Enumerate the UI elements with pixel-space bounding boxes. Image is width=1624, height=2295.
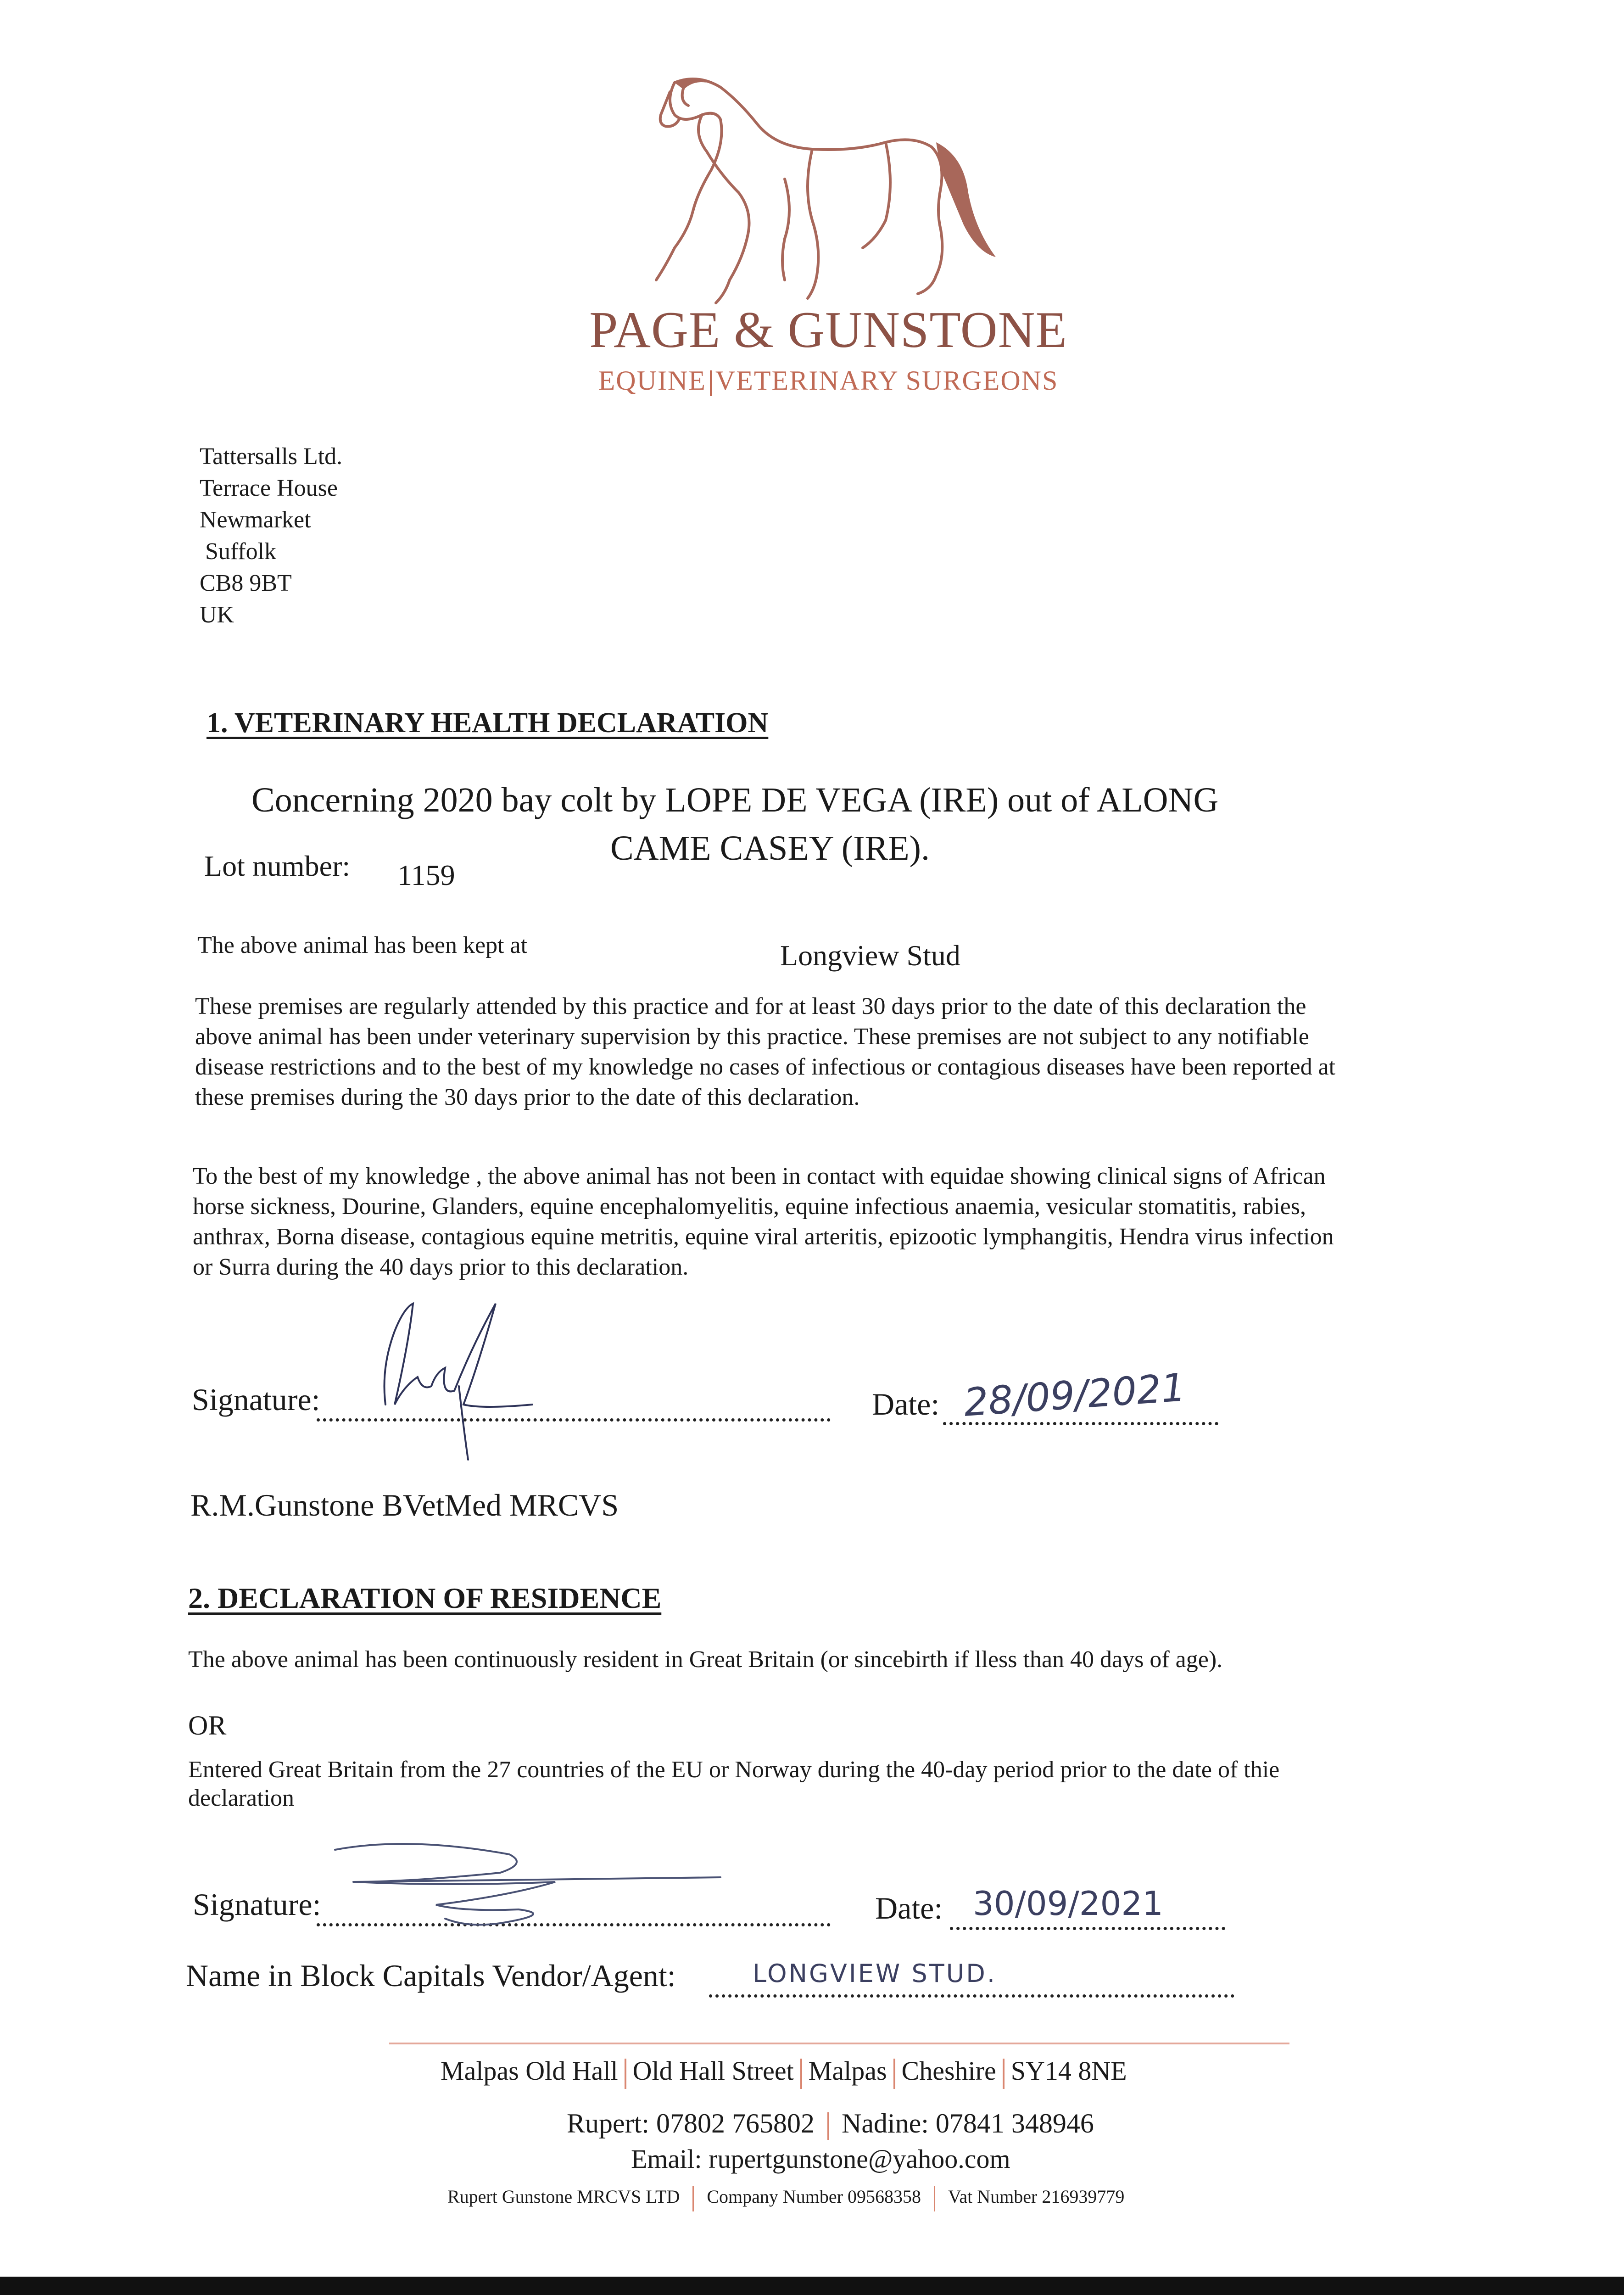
brand-subtitle-divider bbox=[710, 370, 712, 396]
date-label-2: Date: bbox=[875, 1891, 943, 1926]
name-value: LONGVIEW STUD. bbox=[753, 1959, 997, 1988]
signature-label-2: Signature: bbox=[193, 1887, 321, 1922]
handwritten-signature-1 bbox=[367, 1276, 569, 1469]
recipient-line: Tattersalls Ltd. bbox=[200, 443, 343, 470]
footer-phones bbox=[567, 2108, 1094, 2140]
contact-paragraph: To the best of my knowledge , the above animal has not been in contact with equidae showing clinical signs of African horse sickness, Dourine, Glanders, equine encephalomyelitis, equine infectious anaemia, vesicular stomatitis, rabies, anthrax, Borna disease, contagious equine metritis, equine viral arteritis, epizootic lymphangitis, Hendra virus infection or Surra during the 40 days prior to this declaration. bbox=[193, 1163, 1334, 1280]
premises-paragraph: These premises are regularly attended by this practice and for at least 30 days prior to the date of this declaration the above animal has been under veterinary supervision by this practice. These premises are not subject to any notifiable disease restrictions and to the best of my knowledge no cases of infectious or contagious diseases have been reported at these premises during the 30 days prior to the date of this declaration. bbox=[195, 993, 1336, 1110]
footer-email: Email: rupertgunstone@yahoo.com bbox=[631, 2144, 1010, 2174]
or-text: OR bbox=[188, 1710, 227, 1741]
residence-line: The above animal has been continuously resident in Great Britain (or sincebirth if lless than 40 days of age). bbox=[188, 1646, 1223, 1673]
footer-company bbox=[447, 2186, 1124, 2211]
footer-divider bbox=[1003, 2059, 1005, 2089]
footer-rule bbox=[389, 2043, 1289, 2044]
concerning-line1: Concerning 2020 bay colt by LOPE DE VEGA (IRE) out of ALONG bbox=[251, 781, 1219, 819]
brand-subtitle-left: EQUINE bbox=[598, 365, 706, 396]
footer-divider bbox=[692, 2186, 694, 2211]
brand-name: PAGE & GUNSTONE bbox=[589, 302, 1067, 358]
recipient-line: Terrace House bbox=[200, 475, 338, 501]
phone-nadine: Nadine: 07841 348946 bbox=[841, 2108, 1094, 2138]
footer-address bbox=[441, 2055, 1127, 2089]
section1-heading: 1. VETERINARY HEALTH DECLARATION bbox=[206, 707, 769, 739]
company-name: Rupert Gunstone MRCVS LTD bbox=[447, 2186, 680, 2207]
recipient-line: Suffolk bbox=[205, 538, 277, 565]
phone-rupert: Rupert: 07802 765802 bbox=[567, 2108, 815, 2138]
recipient-line: UK bbox=[200, 602, 234, 628]
footer-divider bbox=[893, 2059, 895, 2089]
footer-divider bbox=[800, 2059, 802, 2089]
signature-label-1: Signature: bbox=[192, 1382, 320, 1417]
lot-label: Lot number: bbox=[204, 850, 351, 882]
address-part: Malpas bbox=[808, 2056, 887, 2086]
vat-number: Vat Number 216939779 bbox=[948, 2186, 1125, 2207]
footer-divider bbox=[827, 2112, 829, 2140]
brand-subtitle-right: VETERINARY SURGEONS bbox=[715, 365, 1059, 396]
scan-edge bbox=[0, 2277, 1624, 2295]
date-line-2 bbox=[950, 1927, 1225, 1930]
address-part: Cheshire bbox=[901, 2056, 996, 2086]
concerning-line2: CAME CASEY (IRE). bbox=[610, 829, 930, 868]
recipient-address bbox=[200, 441, 342, 631]
kept-label: The above animal has been kept at bbox=[197, 932, 528, 958]
handwritten-signature-2 bbox=[317, 1831, 730, 1951]
kept-value: Longview Stud bbox=[780, 939, 960, 972]
recipient-line: CB8 9BT bbox=[200, 570, 292, 596]
entered-line: Entered Great Britain from the 27 countries of the EU or Norway during the 40-day period prior to the date of thie declaration bbox=[188, 1757, 1280, 1811]
recipient-line: Newmarket bbox=[200, 507, 311, 533]
date-label-1: Date: bbox=[872, 1387, 940, 1422]
footer-divider bbox=[934, 2186, 935, 2211]
section2-heading: 2. DECLARATION OF RESIDENCE bbox=[188, 1582, 662, 1614]
name-line bbox=[709, 1994, 1234, 1998]
horse-logo bbox=[647, 73, 1014, 312]
lot-value: 1159 bbox=[397, 859, 455, 891]
date-value-1: 28/09/2021 bbox=[962, 1365, 1187, 1425]
address-part: Malpas Old Hall bbox=[441, 2056, 618, 2086]
date-value-2: 30/09/2021 bbox=[973, 1884, 1163, 1923]
address-part: Old Hall Street bbox=[632, 2056, 794, 2086]
name-label: Name in Block Capitals Vendor/Agent: bbox=[186, 1958, 676, 1993]
signatory-name: R.M.Gunstone BVetMed MRCVS bbox=[190, 1488, 619, 1523]
footer-divider bbox=[625, 2059, 626, 2089]
company-number: Company Number 09568358 bbox=[707, 2186, 921, 2207]
address-part: SY14 8NE bbox=[1010, 2056, 1127, 2086]
brand-subtitle bbox=[587, 365, 1069, 397]
